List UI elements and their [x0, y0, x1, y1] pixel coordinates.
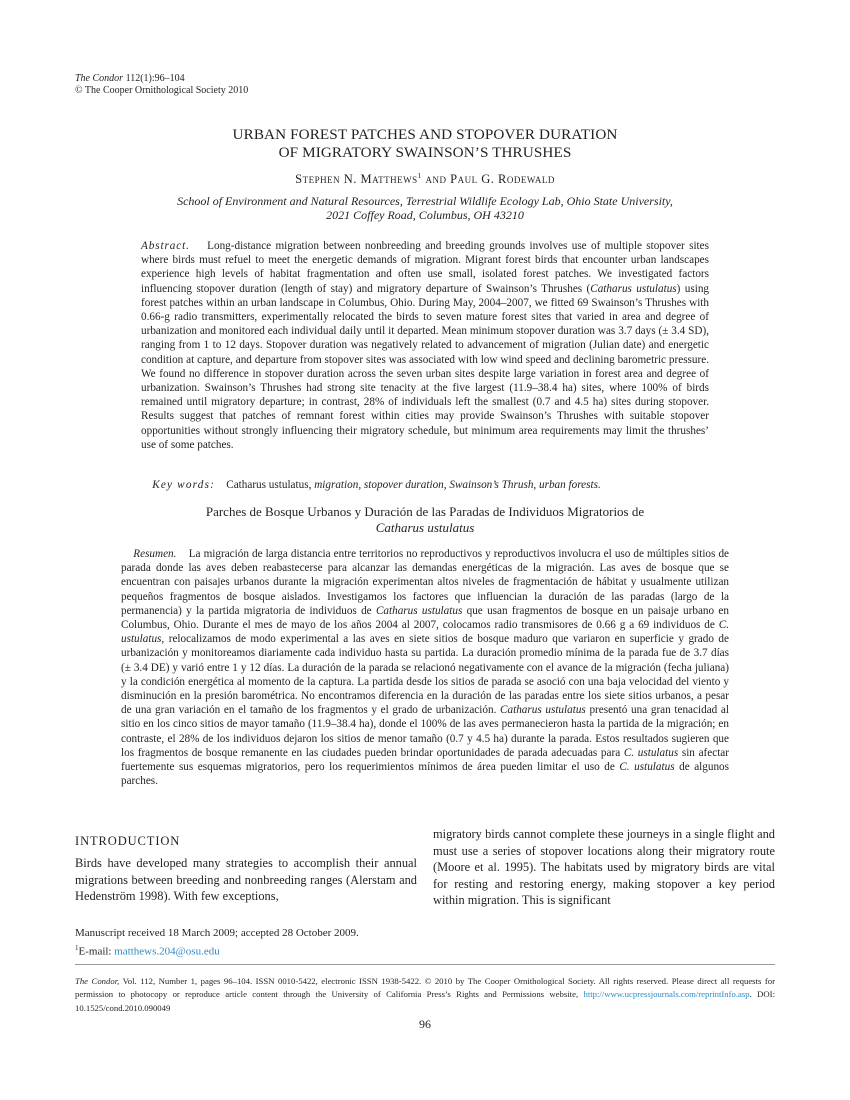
keywords-label: Key words:	[152, 479, 216, 491]
article-title	[75, 126, 775, 161]
spanish-title	[141, 504, 709, 536]
journal-citation	[75, 73, 248, 97]
resumen-text-4: presentó una gran tenacidad al sitio en los cinco sitios de mayor tamaño (11.9–38.4 ha), donde el 100% de las aves permanecieron hasta la partida de la migración; en contraste, el 28% de los individuos dejaron los sitios de menor tamaño (0.7 y 4.5 ha) durante la parada. Estos resultados sugieren que los fragmentos de bosque remanente en las ciudades pueden brindar oportunidades de parada adecuadas para	[121, 704, 729, 759]
footer-doi: . DOI: 10.1525/cond.2010.090049	[75, 989, 775, 1013]
title-line-1: URBAN FOREST PATCHES AND STOPOVER DURATION	[232, 126, 618, 143]
affiliation-line-1: School of Environment and Natural Resources, Terrestrial Wildlife Ecology Lab, Ohio State University,	[177, 194, 673, 208]
copyright-line: © The Cooper Ornithological Society 2010	[75, 85, 249, 96]
resumen-text-3: , relocalizamos de modo experimental a las aves en siete sitios de bosque maduro que variaron en superficie y grado de urbanización y monitoreamos diariamente cada individuo hasta su partida. La duración promedio mínima de la parada fue de 3.7 días (± 3.4 DE) y varió entre 1 y 12 días. La duración de la parada se relacionó negativamente con el avance de la migración (fecha juliana) y la condición energética al momento de la captura. La partida desde los sitios de parada se asoció con una baja velocidad del viento y disminución en la presión barométrica. No encontramos diferencia en la duración de las paradas entre los siete sitios urbanos, a pesar de una gran variación en el tamaño de los fragmentos y el grado de urbanización.	[121, 633, 729, 717]
footer-text-1: Vol. 112, Number 1, pages 96–104. ISSN 0010-5422, electronic ISSN 1938-5422. © 2010 by The Cooper Ornithological Society. All rights reserved. Please direct all requests for permission to photocopy or reproduce article content through the University of California Press’s Rights and Permissions website,	[75, 976, 775, 1000]
author-footnote-mark: 1	[417, 171, 422, 180]
page-number: 96	[419, 1017, 431, 1031]
author-2: Paul G. Rodewald	[450, 172, 555, 187]
footnotes	[75, 926, 475, 960]
resumen-text-2: que usan fragmentos de bosque en un paisaje urbano en Columbus, Ohio. Durante el mes de mayo de los años 2004 al 2007, colocamos radio transmisores de 0.66 g a 69 individuos de	[121, 604, 729, 632]
footer-journal-name: The Condor,	[75, 976, 120, 986]
resumen-species-3: Catharus ustulatus	[500, 704, 586, 717]
resumen-species-2: C. ustulatus	[121, 619, 729, 646]
publication-footer	[75, 975, 775, 1015]
journal-volume: 112(1):96–104	[125, 73, 185, 84]
abstract-label: Abstract.	[141, 240, 190, 252]
resumen-species-4: C. ustulatus	[623, 746, 679, 759]
spanish-title-line-2: Catharus ustulatus	[375, 520, 475, 535]
resumen-label: Resumen.	[133, 548, 177, 560]
abstract-text-2: ) using forest patches within an urban landscape in Columbus, Ohio. During May, 2004–2007, we fitted 69 Swainson’s Thrushes with 0.66-g radio transmitters, experimentally relocated the birds to seven mature forest sites that varied in area and degree of urbanization and monitored each individual daily until it departed. Mean minimum stopover duration was 3.7 days (± 3.4 SD), ranging from 1 to 12 days. Stopover duration was negatively related to advancement of migration (Julian date) and energetic condition at capture, and departure from stopover sites was associated with low wind speed and declining barometric pressure. We found no difference in stopover duration across the seven urban sites despite large variation in forest area and degree of urbanization. Swainson’s Thrushes had strong site tenacity at the five largest (11.9–38.4 ha) sites, where 100% of birds remained until migratory departure; in contrast, 28% of individuals left the smallest (0.7 and 4.5 ha) sites during stopover. Results suggest that patches of remnant forest within cities may provide Swainson’s Thrushes with suitable stopover opportunities without strongly influencing their migratory schedule, but minimum area requirements may limit the thrushes’ use of some patches.	[141, 282, 710, 451]
spanish-title-line-1: Parches de Bosque Urbanos y Duración de las Paradas de Individuos Migratorios de	[205, 504, 645, 519]
footer-divider	[75, 964, 775, 965]
email-footnote-mark: 1	[75, 944, 79, 952]
resumen-text-1: La migración de larga distancia entre territorios no reproductivos y reproductivos involucra el uso de múltiples sitios de parada donde las aves deben reabastecerse para alcanzar las demandas energéticas de la migración. Las aves de bosque que se encuentran con paisajes urbanos durante la migración experimentan altos niveles de fragmentación de hábitat y usualmente utilizan pequeños fragmentos de bosque aislados. Investigamos los factores que influencian la duración de las paradas (largo de la permanencia) y la partida migratoria de individuos de	[121, 548, 730, 617]
introduction-right-column: migratory birds cannot complete these journeys in a single flight and must use a series of stopover locations along their migratory route (Moore et al. 1995). The habitats used by migratory birds are vital for resting and restoring energy, making stopover a key period within migration. This is significant	[433, 827, 775, 908]
author-line	[75, 171, 775, 187]
resumen-species-5: C. ustulatus	[619, 761, 675, 774]
author-1: Stephen N. Matthews	[295, 172, 418, 187]
keywords-species: Catharus ustulatus,	[226, 479, 312, 491]
manuscript-dates: Manuscript received 18 March 2009; accepted 28 October 2009.	[75, 927, 359, 939]
permissions-link[interactable]: http://www.ucpressjournals.com/reprintInfo.asp	[583, 989, 750, 1000]
affiliation-line-2: 2021 Coffey Road, Columbus, OH 43210	[326, 208, 524, 222]
introduction-left-column: Birds have developed many strategies to accomplish their annual migrations between breeding and nonbreeding ranges (Alerstam and Hedenström 1998). With few exceptions,	[75, 856, 417, 904]
title-line-2: OF MIGRATORY SWAINSON’S THRUSHES	[278, 143, 572, 161]
introduction-heading: INTRODUCTION	[75, 834, 181, 848]
email-footnote	[75, 941, 475, 960]
resumen-species-1: Catharus ustulatus	[375, 604, 463, 617]
resumen-text-6: de algunos parches.	[121, 761, 729, 788]
affiliation	[75, 194, 775, 222]
journal-name: The Condor	[75, 73, 124, 84]
keywords	[141, 478, 709, 492]
resumen-text-5: sin afectar fuertemente sus esquemas migratorios, pero los requerimientos mínimos de área pueden limitar el uso de	[121, 746, 729, 774]
keywords-terms: migration, stopover duration, Swainson’s Thrush, urban forests.	[314, 479, 601, 491]
abstract-text-1: Long-distance migration between nonbreeding and breeding grounds involves use of multiple stopover sites where birds must refuel to meet the energetic demands of migration. Migrant forest birds that encounter urban landscapes experience high levels of habitat fragmentation and often use small, isolated forest patches. We investigated factors influencing stopover duration (length of stay) and migratory departure of Swainson’s Thrushes (	[141, 240, 709, 295]
email-link[interactable]: matthews.204@osu.edu	[114, 945, 220, 958]
email-label: E-mail:	[78, 945, 115, 958]
resumen	[121, 547, 729, 788]
abstract	[141, 239, 709, 452]
author-conjunction: and	[425, 172, 447, 187]
abstract-species: Catharus ustulatus	[590, 282, 677, 295]
